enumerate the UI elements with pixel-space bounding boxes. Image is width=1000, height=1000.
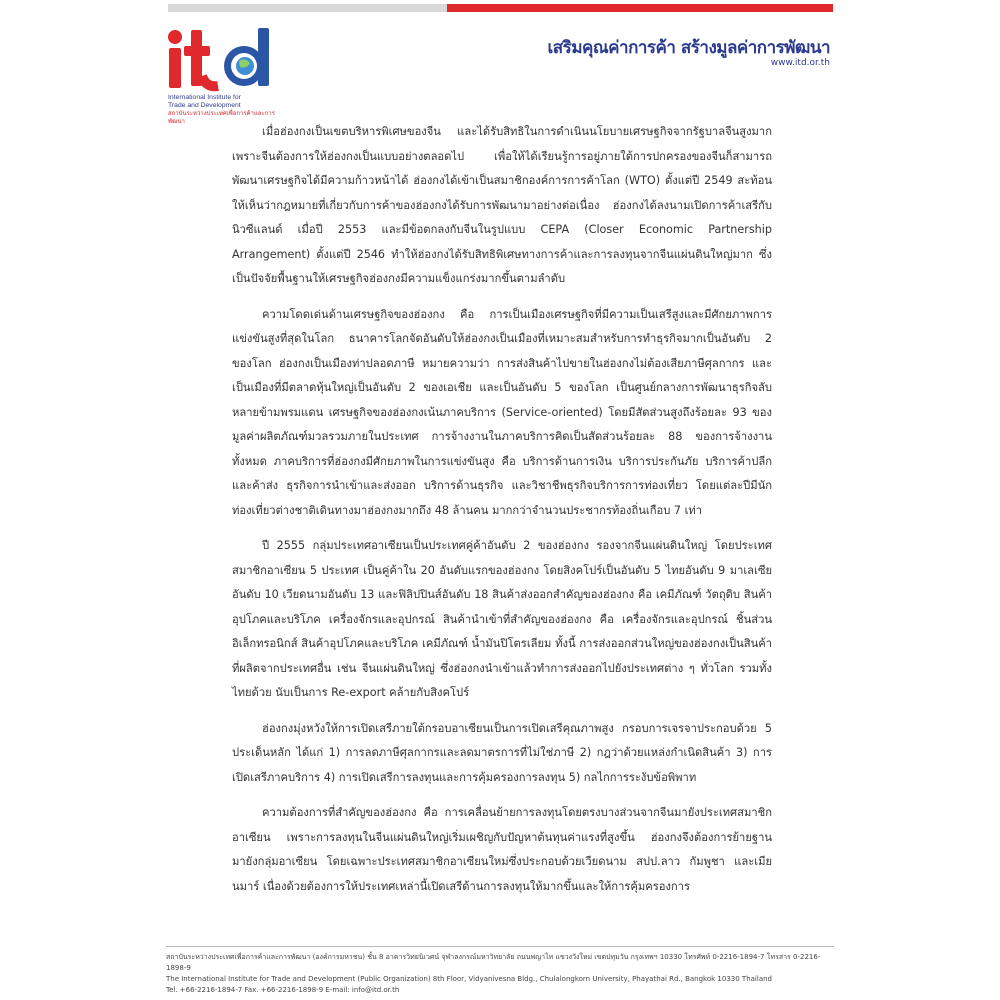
- paragraph-1: เมื่อฮ่องกงเป็นเขตบริหารพิเศษของจีน และได้รับสิทธิในการดำเนินนโยบายเศรษฐกิจจากรัฐบาลจีนสูงมาก เพราะจีนต้องการให้ฮ่องกงเป็นแบบอย่างตลอดไป เพื่อให้ได้เรียนรู้การอยู่ภายใต้การปกครองของจีนก็สามารถพัฒนาเศรษฐกิจได้มีความก้าวหน้าได้ ฮ่องกงได้เข้าเป็นสมาชิกองค์การการค้าโลก (WTO) ตั้งแต่ปี 2549 สะท้อนให้เห็นว่ากฎหมายที่เกี่ยวกับการค้าของฮ่องกงได้รับการพัฒนามาอย่างต่อเนื่อง ฮ่องกงได้ลงนามเปิดการค้าเสรีกับนิวซีแลนด์ เมื่อปี 2553 และมีข้อตกลงกับจีนในรูปแบบ CEPA (Closer Economic Partnership Arrangement) ตั้งแต่ปี 2546 ทำให้ฮ่องกงได้รับสิทธิพิเศษทางการค้าและการลงทุนจากจีนแผ่นดินใหญ่มาก ซึ่งเป็นปัจจัยพื้นฐานให้เศรษฐกิจฮ่องกงมีความแข็งแกร่งมากขึ้นตามลำดับ: [232, 125, 772, 285]
- logo-subtitle-line1: International Institute for: [168, 94, 241, 101]
- logo-subtitle-line2: Trade and Development: [168, 102, 241, 109]
- itd-logo: [166, 26, 286, 125]
- footer-divider: [166, 946, 834, 947]
- footer: [166, 952, 834, 996]
- footer-address-thai: สถาบันระหว่างประเทศเพื่อการค้าและการพัฒนา (องค์การมหาชน) ชั้น 8 อาคารวิทยนิเวศน์ จุฬาลงกรณ์มหาวิทยาลัย ถนนพญาไท แขวงวังใหม่ เขตปทุมวัน กรุงเทพฯ 10330 โทรศัพท์ 0-2216-1894-7 โทรสาร 0-2216-1898-9: [166, 953, 821, 972]
- header-website: www.itd.or.th: [770, 58, 830, 68]
- paragraph-3: ปี 2555 กลุ่มประเทศอาเซียนเป็นประเทศคู่ค้าอันดับ 2 ของฮ่องกง รองจากจีนแผ่นดินใหญ่ โดยประเทศสมาชิกอาเซียน 5 ประเทศ เป็นคู่ค้าใน 20 อันดับแรกของฮ่องกง โดยสิงคโปร์เป็นอันดับ 5 ไทยอันดับ 9 มาเลเซียอันดับ 10 เวียดนามอันดับ 13 และฟิลิปปินส์อันดับ 18 สินค้าส่งออกสำคัญของฮ่องกง คือ เคมีภัณฑ์ วัตถุดิบ สินค้าอุปโภคและบริโภค เครื่องจักรและอุปกรณ์ สินค้านำเข้าที่สำคัญของฮ่องกง คือ เครื่องจักรและอุปกรณ์ ชิ้นส่วนอิเล็กทรอนิกส์ สินค้าอุปโภคและบริโภค เคมีภัณฑ์ น้ำมันปิโตรเลียม ทั้งนี้ การส่งออกส่วนใหญ่ของฮ่องกงเป็นสินค้าที่ผลิตจากประเทศอื่น เช่น จีนแผ่นดินใหญ่ ซึ่งฮ่องกงนำเข้าแล้วทำการส่งออกไปยังประเทศต่าง ๆ ทั่วโลก รวมทั้งไทยด้วย นับเป็นการ Re-export คล้ายกับสิงคโปร์: [232, 539, 772, 699]
- footer-address-english: The International Institute for Trade and Development (Public Organization) 8th Floor, Vidyanivesna Bldg., Chulalongkorn University, Phayathai Rd., Bangkok 10330 Thailand: [166, 975, 772, 983]
- header-bar-grey: [168, 4, 447, 12]
- paragraph-4: ฮ่องกงมุ่งหวังให้การเปิดเสรีภายใต้กรอบอาเซียนเป็นการเปิดเสรีคุณภาพสูง กรอบการเจรจาประกอบด้วย 5 ประเด็นหลัก ได้แก่ 1) การลดภาษีศุลกากรและลดมาตรการที่ไม่ใช่ภาษี 2) กฎว่าด้วยแหล่งกำเนิดสินค้า 3) การเปิดเสรีภาคบริการ 4) การเปิดเสรีการลงทุนและการคุ้มครองการลงทุน 5) กลไกการระงับข้อพิพาท: [232, 721, 772, 784]
- header-bar-red: [447, 4, 833, 12]
- header-color-bar: [168, 4, 833, 12]
- document-body: [232, 120, 772, 910]
- logo-subtitle-line3: สถาบันระหว่างประเทศเพื่อการค้าและการพัฒนา: [168, 111, 275, 125]
- itd-logo-mark: [166, 26, 278, 92]
- paragraph-2: ความโดดเด่นด้านเศรษฐกิจของฮ่องกง คือ การเป็นเมืองเศรษฐกิจที่มีความเป็นเสรีสูงและมีศักยภาพการแข่งขันสูงที่สุดในโลก ธนาคารโลกจัดอันดับให้ฮ่องกงเป็นเมืองที่เหมาะสมสำหรับการทำธุรกิจมากเป็นอันดับ 2 ของโลก ฮ่องกงเป็นเมืองท่าปลอดภาษี หมายความว่า การส่งสินค้าไปขายในฮ่องกงไม่ต้องเสียภาษีศุลกากร และเป็นเมืองที่มีตลาดหุ้นใหญ่เป็นอันดับ 2 ของเอเชีย และเป็นอันดับ 5 ของโลก เป็นศูนย์กลางการพัฒนาธุรกิจลับหลายข้ามพรมแดน เศรษฐกิจของฮ่องกงเน้นภาคบริการ (Service-oriented) โดยมีสัดส่วนสูงถึงร้อยละ 93 ของมูลค่าผลิตภัณฑ์มวลรวมภายในประเทศ การจ้างงานในภาคบริการคิดเป็นสัดส่วนร้อยละ 88 ของการจ้างงานทั้งหมด ภาคบริการที่ฮ่องกงมีศักยภาพในการแข่งขันสูง คือ บริการด้านการเงิน บริการประกันภัย บริการค้าปลีกและค้าส่ง ธุรกิจการนำเข้าและส่งออก บริการด้านธุรกิจ และวิชาชีพธุรกิจบริการการท่องเที่ยว โดยแต่ละปีมีนักท่องเที่ยวต่างชาติเดินทางมาฮ่องกงมากถึง 48 ล้านคน มากกว่าจำนวนประชากรท้องถิ่นเกือบ 7 เท่า: [232, 307, 772, 517]
- footer-contact: Tel. +66-2216-1894-7 Fax. +66-2216-1898-9 E-mail: info@itd.or.th: [166, 986, 400, 994]
- header-slogan: เสริมคุณค่าการค้า สร้างมูลค่าการพัฒนา: [547, 38, 830, 58]
- paragraph-5: ความต้องการที่สำคัญของฮ่องกง คือ การเคลื่อนย้ายการลงทุนโดยตรงบางส่วนจากจีนมายังประเทศสมาชิกอาเซียน เพราะการลงทุนในจีนแผ่นดินใหญ่เริ่มเผชิญกับปัญหาต้นทุนค่าแรงที่สูงขึ้น ฮ่องกงจึงต้องการย้ายฐานมายังกลุ่มอาเซียน โดยเฉพาะประเทศสมาชิกอาเซียนใหม่ซึ่งประกอบด้วยเวียดนาม สปป.ลาว กัมพูชา และเมียนมาร์ เนื่องด้วยต้องการให้ประเทศเหล่านี้เปิดเสรีด้านการลงทุนให้มากขึ้นและให้การคุ้มครองการ: [232, 806, 772, 893]
